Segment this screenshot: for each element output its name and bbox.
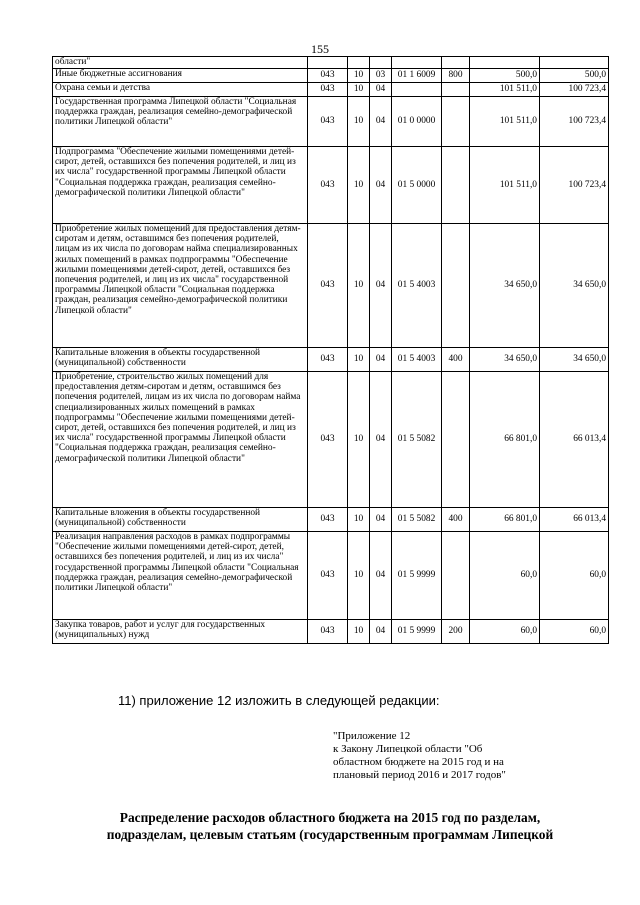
cell-ministry-code: 043 [308, 147, 348, 224]
cell-name: области" [53, 57, 308, 69]
table-row [53, 348, 609, 372]
cell-subsection: 04 [370, 348, 392, 372]
cell-name: Подпрограмма "Обеспечение жилыми помещениями детей-сирот, детей, оставшихся без попечения родителей, и лиц из их числа" государственной программы Липецкой области "Социальная поддержка граждан, реализация семейно-демографической политики Липецкой области" [53, 147, 308, 224]
cell-target-article: 01 5 4003 [392, 224, 442, 348]
cell-subsection: 04 [370, 620, 392, 644]
cell-target-article: 01 0 0000 [392, 97, 442, 147]
cell-ministry-code: 043 [308, 532, 348, 620]
cell-sum-2: 100 723,4 [540, 147, 609, 224]
cell-section [348, 57, 370, 69]
cell-name: Охрана семьи и детства [53, 83, 308, 97]
cell-expense-type [442, 372, 470, 508]
heading-line: подразделам, целевым статьям (государственным программам Липецкой [106, 827, 554, 842]
cell-section: 10 [348, 97, 370, 147]
cell-name: Приобретение жилых помещений для предоставления детям-сиротам и детям, оставшимся без попечения родителей, лицам из их числа по договорам найма специализированных жилых помещений в рамках подпрограммы "Обеспечение жилыми помещениями детей-сирот, детей, оставшихся без попечения родителей, и лиц из их числа" государственной программы Липецкой области "Социальная поддержка граждан, реализация семейно-демографической политики Липецкой области" [53, 224, 308, 348]
appendix-line: "Приложение 12 [333, 730, 411, 742]
table-row [53, 532, 609, 620]
cell-subsection: 04 [370, 97, 392, 147]
cell-sum-2: 60,0 [540, 532, 609, 620]
cell-sum-1: 34 650,0 [470, 348, 540, 372]
cell-sum-1: 101 511,0 [470, 97, 540, 147]
cell-target-article: 01 5 9999 [392, 620, 442, 644]
cell-target-article: 01 5 5082 [392, 372, 442, 508]
cell-sum-1 [470, 57, 540, 69]
cell-ministry-code: 043 [308, 348, 348, 372]
cell-sum-1: 66 801,0 [470, 508, 540, 532]
cell-name: Реализация направления расходов в рамках подпрограммы "Обеспечение жилыми помещениями детей-сирот, детей, оставшихся без попечения родителей, и лиц из их числа" государственной программы Липецкой области "Социальная поддержка граждан, реализация семейно-демографической политики Липецкой области" [53, 532, 308, 620]
heading-line: Распределение расходов областного бюджета на 2015 год по разделам, [119, 810, 541, 825]
cell-section: 10 [348, 508, 370, 532]
cell-sum-2: 100 723,4 [540, 97, 609, 147]
table-row [53, 97, 609, 147]
cell-sum-1: 60,0 [470, 620, 540, 644]
document-heading [40, 809, 620, 843]
cell-target-article: 01 1 6009 [392, 69, 442, 83]
appendix-line: к Закону Липецкой области "Об [333, 743, 483, 755]
cell-name: Капитальные вложения в объекты государственной (муниципальной) собственности [53, 348, 308, 372]
cell-expense-type: 400 [442, 508, 470, 532]
cell-sum-2: 34 650,0 [540, 348, 609, 372]
budget-table-body [53, 57, 609, 644]
cell-name: Закупка товаров, работ и услуг для государственных (муниципальных) нужд [53, 620, 308, 644]
cell-target-article [392, 83, 442, 97]
table-row [53, 224, 609, 348]
cell-section: 10 [348, 224, 370, 348]
cell-expense-type [442, 224, 470, 348]
cell-section: 10 [348, 620, 370, 644]
cell-subsection: 04 [370, 508, 392, 532]
cell-ministry-code: 043 [308, 69, 348, 83]
cell-expense-type [442, 532, 470, 620]
cell-subsection: 04 [370, 372, 392, 508]
cell-target-article: 01 5 9999 [392, 532, 442, 620]
cell-section: 10 [348, 83, 370, 97]
cell-sum-2: 34 650,0 [540, 224, 609, 348]
cell-section: 10 [348, 69, 370, 83]
appendix-reference [333, 730, 573, 782]
cell-subsection: 04 [370, 224, 392, 348]
cell-expense-type: 400 [442, 348, 470, 372]
cell-target-article: 01 5 4003 [392, 348, 442, 372]
cell-target-article: 01 5 5082 [392, 508, 442, 532]
cell-subsection: 04 [370, 532, 392, 620]
cell-sum-1: 101 511,0 [470, 83, 540, 97]
cell-name: Приобретение, строительство жилых помещений для предоставления детям-сиротам и детям, оставшимся без попечения родителей, лицам из их числа по договорам найма специализированных жилых помещений в рамках подпрограммы "Обеспечение жилыми помещениями детей-сирот, детей, оставшихся без попечения родителей, и лиц из их числа" государственной программы Липецкой области "Социальная поддержка граждан, реализация семейно-демографической политики Липецкой области" [53, 372, 308, 508]
cell-sum-1: 66 801,0 [470, 372, 540, 508]
cell-sum-2: 66 013,4 [540, 372, 609, 508]
cell-expense-type: 200 [442, 620, 470, 644]
cell-sum-2: 100 723,4 [540, 83, 609, 97]
appendix-line: плановый период 2016 и 2017 годов" [333, 769, 506, 781]
page-number: 155 [311, 42, 329, 56]
table-row [53, 69, 609, 83]
amendment-instruction: 11) приложение 12 изложить в следующей редакции: [118, 693, 440, 708]
cell-sum-2: 66 013,4 [540, 508, 609, 532]
table-row [53, 372, 609, 508]
appendix-line: областном бюджете на 2015 год и на [333, 756, 504, 768]
cell-sum-2: 500,0 [540, 69, 609, 83]
cell-sum-1: 500,0 [470, 69, 540, 83]
cell-sum-1: 60,0 [470, 532, 540, 620]
cell-ministry-code [308, 57, 348, 69]
cell-expense-type [442, 83, 470, 97]
cell-section: 10 [348, 372, 370, 508]
cell-section: 10 [348, 147, 370, 224]
cell-subsection: 03 [370, 69, 392, 83]
table-row [53, 83, 609, 97]
cell-ministry-code: 043 [308, 224, 348, 348]
cell-subsection: 04 [370, 147, 392, 224]
cell-target-article: 01 5 0000 [392, 147, 442, 224]
cell-expense-type [442, 147, 470, 224]
cell-ministry-code: 043 [308, 620, 348, 644]
table-row [53, 620, 609, 644]
cell-name: Государственная программа Липецкой области "Социальная поддержка граждан, реализация семейно-демографической политики Липецкой области" [53, 97, 308, 147]
cell-ministry-code: 043 [308, 372, 348, 508]
table-row [53, 508, 609, 532]
cell-ministry-code: 043 [308, 83, 348, 97]
cell-sum-1: 101 511,0 [470, 147, 540, 224]
cell-subsection: 04 [370, 83, 392, 97]
cell-sum-2: 60,0 [540, 620, 609, 644]
cell-expense-type [442, 57, 470, 69]
cell-ministry-code: 043 [308, 97, 348, 147]
cell-section: 10 [348, 532, 370, 620]
table-row [53, 57, 609, 69]
cell-expense-type [442, 97, 470, 147]
cell-sum-2 [540, 57, 609, 69]
cell-target-article [392, 57, 442, 69]
cell-sum-1: 34 650,0 [470, 224, 540, 348]
cell-subsection [370, 57, 392, 69]
cell-expense-type: 800 [442, 69, 470, 83]
cell-ministry-code: 043 [308, 508, 348, 532]
cell-name: Иные бюджетные ассигнования [53, 69, 308, 83]
cell-name: Капитальные вложения в объекты государственной (муниципальной) собственности [53, 508, 308, 532]
table-row [53, 147, 609, 224]
cell-section: 10 [348, 348, 370, 372]
budget-table [52, 56, 609, 644]
